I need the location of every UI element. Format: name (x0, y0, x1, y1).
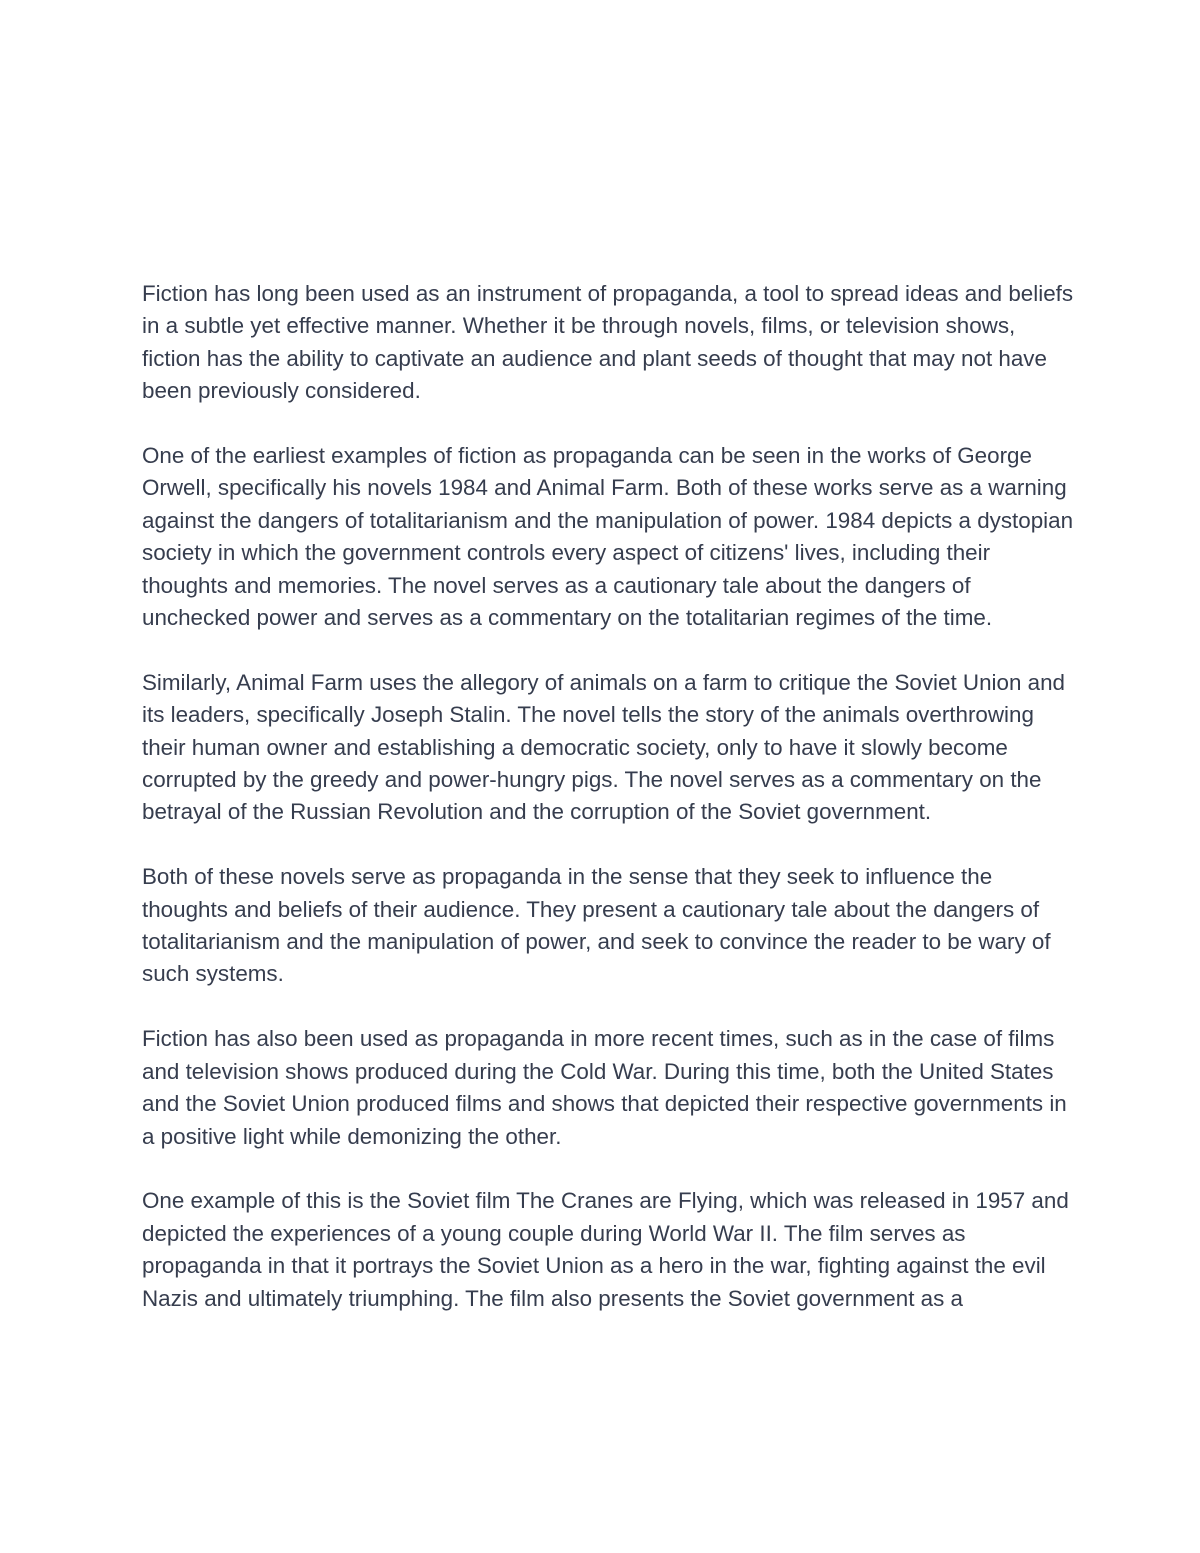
paragraph-6: One example of this is the Soviet film The Cranes are Flying, which was released in 1957 and depicted the experiences of a young couple during World War II. The film serves as propaganda in that it portrays the Soviet Union as a hero in the war, fighting against the evil Nazis and ultimately triumphing. The film also presents the Soviet government as a (142, 1188, 1069, 1311)
paragraph-2: One of the earliest examples of fiction as propaganda can be seen in the works of George Orwell, specifically his novels 1984 and Animal Farm. Both of these works serve as a warning against the dangers of totalitarianism and the manipulation of power. 1984 depicts a dystopian society in which the government controls every aspect of citizens' lives, including their thoughts and memories. The novel serves as a cautionary tale about the dangers of unchecked power and serves as a commentary on the totalitarian regimes of the time. (142, 443, 1074, 631)
paragraph-1: Fiction has long been used as an instrument of propaganda, a tool to spread ideas and beliefs in a subtle yet effective manner. Whether it be through novels, films, or television shows, fiction has the ability to captivate an audience and plant seeds of thought that may not have been previously considered. (142, 281, 1074, 404)
paragraph-3: Similarly, Animal Farm uses the allegory of animals on a farm to critique the Soviet Union and its leaders, specifically Joseph Stalin. The novel tells the story of the animals overthrowing their human owner and establishing a democratic society, only to have it slowly become corrupted by the greedy and power-hungry pigs. The novel serves as a commentary on the betrayal of the Russian Revolution and the corruption of the Soviet government. (142, 669, 1065, 825)
paragraph-4: Both of these novels serve as propaganda in the sense that they seek to influence the thoughts and beliefs of their audience. They present a cautionary tale about the dangers of totalitarianism and the manipulation of power, and seek to convince the reader to be wary of such systems. (142, 864, 1051, 987)
paragraph-5: Fiction has also been used as propaganda in more recent times, such as in the case of films and television shows produced during the Cold War. During this time, both the United States and the Soviet Union produced films and shows that depicted their respective governments in a positive light while demonizing the other. (142, 1026, 1067, 1149)
document-body (142, 278, 1077, 1347)
